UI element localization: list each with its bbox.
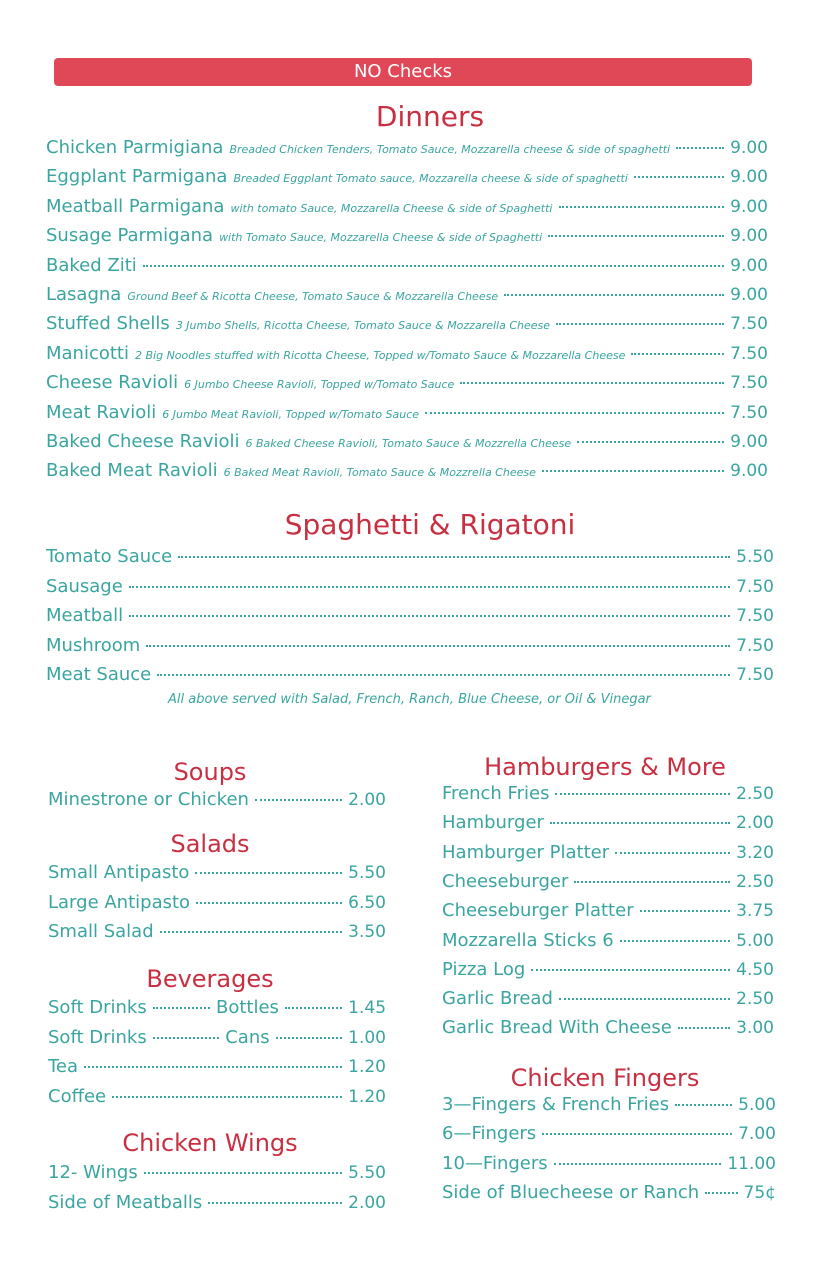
- item-name: Baked Ziti: [46, 254, 137, 276]
- item-name: Small Salad: [48, 921, 154, 942]
- item-price: 7.50: [736, 576, 774, 597]
- dot-leader: [531, 969, 730, 971]
- item-description: Ground Beef & Ricotta Cheese, Tomato Sauce & Mozzarella Cheese: [127, 290, 499, 303]
- item-name: Eggplant Parmigana: [46, 166, 228, 188]
- dot-leader: [676, 147, 724, 149]
- item-description: 2 Big Noodles stuffed with Ricotta Cheese, Topped w/Tomato Sauce & Mozzarella Cheese: [135, 348, 626, 362]
- dot-leader: [112, 1096, 342, 1098]
- dot-leader: [615, 852, 730, 854]
- item-description: 3 Jumbo Shells, Ricotta Cheese, Tomato Sauce & Mozzarella Cheese: [175, 319, 551, 333]
- item-price: 7.50: [736, 665, 774, 685]
- dot-leader: [542, 1133, 732, 1135]
- menu-item-row: [442, 812, 774, 833]
- item-price: 3.00: [736, 1018, 774, 1039]
- dot-leader: [143, 265, 724, 267]
- menu-item-row: [48, 892, 386, 913]
- item-price: 2.50: [736, 871, 774, 892]
- item-price: 7.50: [730, 343, 768, 364]
- item-description: Breaded Eggplant Tomato sauce, Mozzarella cheese & side of spaghetti: [233, 172, 628, 186]
- item-price: 1.20: [348, 1086, 386, 1107]
- menu-item-row: [442, 1182, 776, 1203]
- item-name: Meat Ravioli: [46, 401, 157, 423]
- menu-item-row: [442, 900, 774, 921]
- item-price: 5.50: [348, 1163, 386, 1183]
- dot-leader: [631, 353, 724, 355]
- item-price: 5.50: [348, 863, 386, 883]
- item-name: Minestrone or Chicken: [48, 789, 249, 810]
- dot-leader: [574, 881, 730, 883]
- menu-item-row: [442, 842, 774, 863]
- item-description: 6 Jumbo Cheese Ravioli, Topped w/Tomato Sauce: [184, 378, 455, 392]
- item-name: 10—Fingers: [442, 1152, 548, 1174]
- spaghetti-heading: Spaghetti & Rigatoni: [284, 508, 576, 541]
- menu-item-row: [46, 196, 768, 217]
- menu-item-row: [46, 255, 768, 276]
- item-price: 4.50: [736, 959, 774, 980]
- menu-item-row: [442, 959, 774, 980]
- item-name: Garlic Bread With Cheese: [442, 1017, 672, 1039]
- dot-leader: [548, 235, 724, 237]
- item-price: 7.50: [730, 373, 768, 394]
- dot-leader: [84, 1066, 342, 1068]
- item-price: 9.00: [730, 167, 768, 188]
- menu-item-row: [48, 921, 386, 942]
- item-name: Manicotti: [46, 342, 129, 364]
- hamburgers-heading: Hamburgers & More: [484, 753, 726, 781]
- dot-leader: [153, 1007, 210, 1009]
- item-price: 2.50: [736, 989, 774, 1010]
- dot-leader: [285, 1007, 342, 1009]
- dot-leader: [144, 1172, 342, 1174]
- salads-heading: Salads: [170, 830, 250, 858]
- item-name: Soft Drinks: [48, 997, 147, 1018]
- menu-item-row: [48, 1027, 386, 1048]
- dot-leader: [208, 1202, 342, 1204]
- menu-item-row: [442, 1153, 776, 1174]
- dot-leader: [675, 1104, 732, 1106]
- dot-leader: [559, 998, 730, 1000]
- dot-leader: [157, 674, 730, 676]
- item-name: Baked Meat Ravioli: [46, 460, 218, 482]
- dot-leader: [196, 902, 342, 904]
- dot-leader: [577, 441, 724, 443]
- item-name: Baked Cheese Ravioli: [46, 431, 240, 452]
- menu-item-row: [46, 635, 774, 656]
- dot-leader: [129, 586, 730, 588]
- item-price: 3.50: [348, 922, 386, 942]
- menu-item-row: [48, 1056, 386, 1077]
- item-price: 6.50: [348, 892, 386, 913]
- item-name: Tea: [48, 1056, 79, 1077]
- item-price: 9.00: [730, 255, 768, 276]
- item-price: 5.00: [736, 930, 774, 951]
- item-name: Garlic Bread: [442, 988, 553, 1010]
- item-name: Mushroom: [46, 634, 141, 656]
- item-name: Chicken Parmigiana: [46, 137, 224, 158]
- item-price: 1.20: [348, 1057, 386, 1077]
- item-price: 7.50: [736, 606, 774, 626]
- item-name: Stuffed Shells: [46, 313, 170, 335]
- dot-leader: [129, 615, 730, 617]
- menu-item-row: [442, 1017, 774, 1038]
- menu-item-row: [48, 1086, 386, 1107]
- item-name: Coffee: [48, 1085, 107, 1107]
- dot-leader: [178, 556, 730, 558]
- item-price: 2.00: [348, 790, 386, 810]
- item-price: 3.20: [736, 842, 774, 863]
- item-description: 6 Baked Cheese Ravioli, Tomato Sauce & Mozzrella Cheese: [245, 437, 572, 450]
- item-price: 11.00: [727, 1153, 776, 1174]
- dot-leader: [153, 1037, 220, 1039]
- item-description: 6 Baked Meat Ravioli, Tomato Sauce & Mozzrella Cheese: [223, 466, 536, 480]
- item-price: 9.00: [730, 196, 768, 217]
- menu-item-row: [46, 137, 768, 158]
- dot-leader: [425, 412, 724, 414]
- dot-leader: [705, 1192, 737, 1194]
- dot-leader: [556, 323, 724, 325]
- dot-leader: [195, 872, 342, 874]
- chicken-fingers-heading: Chicken Fingers: [510, 1064, 700, 1092]
- item-price: 3.75: [736, 901, 774, 922]
- item-price: 7.50: [730, 314, 768, 335]
- dot-leader: [460, 382, 724, 384]
- item-name: Cheese Ravioli: [46, 372, 179, 394]
- dot-leader: [634, 176, 724, 178]
- soups-heading: Soups: [173, 758, 247, 786]
- dot-leader: [504, 294, 724, 296]
- menu-item-row: [46, 166, 768, 187]
- menu-item-row: [46, 284, 768, 305]
- item-name: French Fries: [442, 783, 550, 804]
- item-price: 7.00: [738, 1124, 776, 1145]
- no-checks-banner: NO Checks: [54, 58, 752, 86]
- item-price: 75¢: [743, 1182, 776, 1203]
- menu-item-row: [442, 783, 774, 804]
- dinners-heading: Dinners: [375, 100, 485, 133]
- dot-leader: [255, 799, 342, 801]
- dot-leader: [146, 645, 730, 647]
- menu-item-row: [46, 313, 768, 334]
- item-subname: Cans: [225, 1026, 270, 1048]
- item-name: 3—Fingers & French Fries: [442, 1094, 670, 1115]
- item-name: Hamburger Platter: [442, 841, 610, 863]
- dot-leader: [640, 910, 731, 912]
- menu-item-row: [442, 988, 774, 1009]
- item-name: Meatball Parmigana: [46, 195, 225, 217]
- dot-leader: [678, 1027, 730, 1029]
- item-price: 9.00: [730, 285, 768, 305]
- item-description: 6 Jumbo Meat Ravioli, Topped w/Tomato Sauce: [162, 407, 420, 421]
- menu-item-row: [46, 664, 774, 685]
- item-name: 6—Fingers: [442, 1123, 537, 1145]
- item-subname: Bottles: [215, 997, 279, 1018]
- menu-item-row: [46, 372, 768, 393]
- dot-leader: [542, 470, 724, 472]
- item-name: Lasagna: [46, 284, 122, 305]
- item-name: Cheeseburger Platter: [442, 900, 634, 922]
- dot-leader: [559, 206, 725, 208]
- chicken-wings-heading: Chicken Wings: [122, 1129, 298, 1157]
- item-price: 5.00: [738, 1095, 776, 1115]
- item-price: 2.50: [736, 784, 774, 804]
- menu-item-row: [442, 1094, 776, 1115]
- item-description: with Tomato Sauce, Mozzarella Cheese & side of Spaghetti: [219, 231, 543, 245]
- menu-item-row: [46, 546, 774, 567]
- item-name: 12- Wings: [48, 1162, 138, 1183]
- menu-item-row: [48, 997, 386, 1018]
- menu-item-row: [46, 605, 774, 626]
- item-name: Cheeseburger: [442, 870, 569, 892]
- item-description: Breaded Chicken Tenders, Tomato Sauce, Mozzarella cheese & side of spaghetti: [229, 143, 671, 156]
- item-price: 9.00: [730, 461, 768, 482]
- menu-item-row: [46, 343, 768, 364]
- item-price: 5.50: [736, 547, 774, 567]
- item-name: Meatball: [46, 605, 124, 626]
- beverages-heading: Beverages: [146, 965, 274, 993]
- item-name: Large Antipasto: [48, 891, 191, 913]
- item-price: 2.00: [736, 813, 774, 834]
- item-name: Small Antipasto: [48, 862, 190, 883]
- item-name: Soft Drinks: [48, 1026, 147, 1048]
- menu-item-row: [46, 576, 774, 597]
- menu-item-row: [46, 460, 768, 481]
- menu-item-row: [442, 871, 774, 892]
- item-price: 7.50: [736, 635, 774, 656]
- item-name: Susage Parmigana: [46, 225, 214, 247]
- dot-leader: [555, 793, 730, 795]
- dot-leader: [620, 940, 730, 942]
- item-name: Meat Sauce: [46, 664, 152, 685]
- menu-item-row: [48, 789, 386, 810]
- menu-item-row: [442, 930, 774, 951]
- item-price: 1.45: [348, 998, 386, 1018]
- item-name: Hamburger: [442, 812, 544, 834]
- item-name: Mozzarella Sticks 6: [442, 929, 614, 951]
- item-price: 7.50: [730, 402, 768, 423]
- item-description: with tomato Sauce, Mozzarella Cheese & side of Spaghetti: [230, 201, 553, 215]
- item-name: Sausage: [46, 575, 123, 597]
- dot-leader: [276, 1037, 343, 1039]
- menu-item-row: [442, 1123, 776, 1144]
- menu-item-row: [48, 862, 386, 883]
- item-price: 9.00: [730, 432, 768, 452]
- item-name: Side of Meatballs: [48, 1191, 203, 1213]
- item-price: 9.00: [730, 138, 768, 158]
- menu-item-row: [48, 1192, 386, 1213]
- dot-leader: [160, 931, 343, 933]
- menu-item-row: [46, 225, 768, 246]
- menu-item-row: [48, 1162, 386, 1183]
- spaghetti-note: All above served with Salad, French, Ranch, Blue Cheese, or Oil & Vinegar: [168, 692, 651, 707]
- item-price: 2.00: [348, 1192, 386, 1213]
- dot-leader: [550, 822, 730, 824]
- item-name: Pizza Log: [442, 958, 526, 980]
- menu-item-row: [46, 402, 768, 423]
- item-name: Side of Bluecheese or Ranch: [442, 1181, 700, 1203]
- item-name: Tomato Sauce: [46, 546, 173, 567]
- item-price: 9.00: [730, 226, 768, 247]
- dot-leader: [554, 1163, 722, 1165]
- menu-item-row: [46, 431, 768, 452]
- item-price: 1.00: [348, 1027, 386, 1048]
